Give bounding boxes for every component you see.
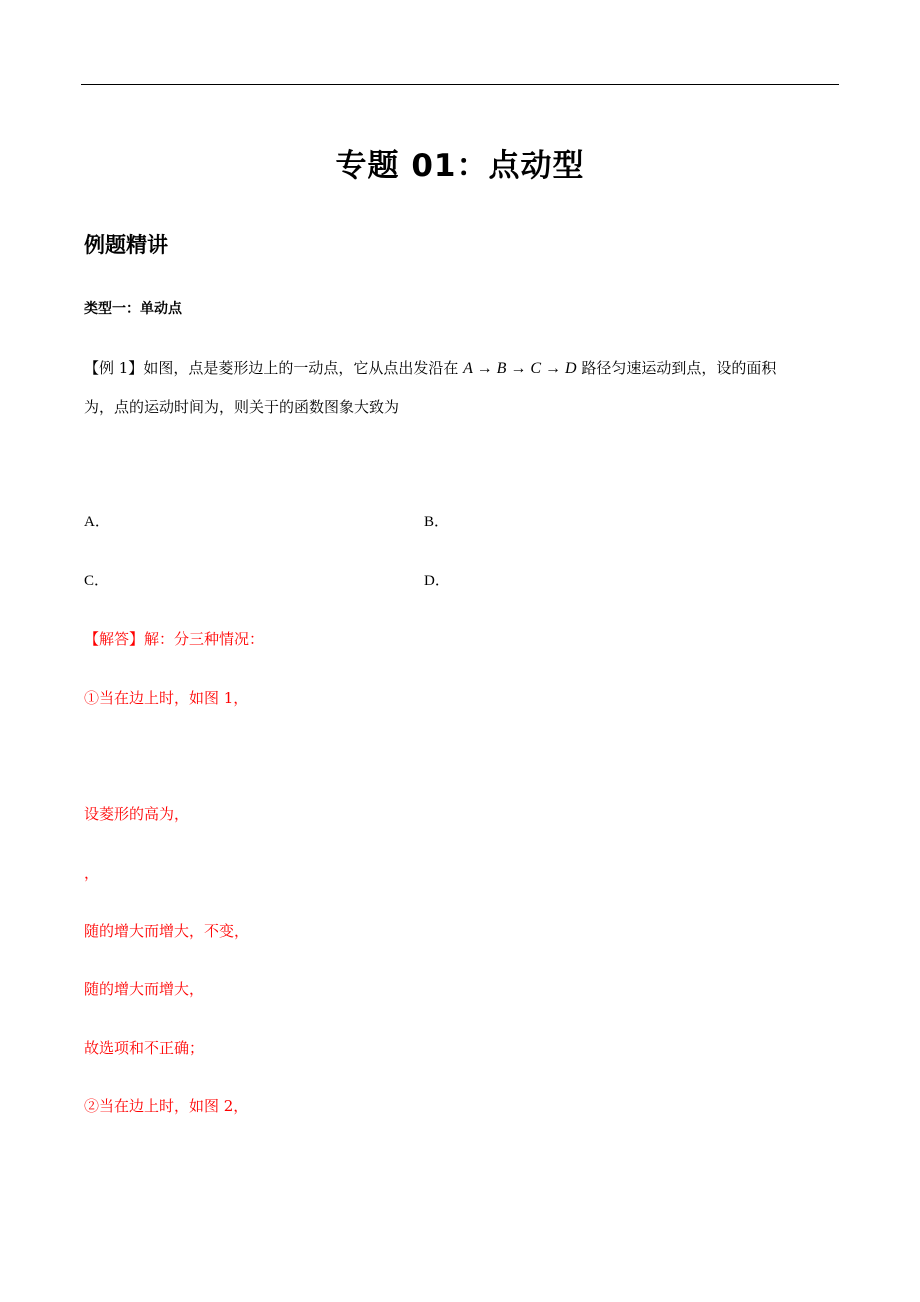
answer-intro: 解：分三种情况： xyxy=(144,630,265,648)
answer-comma: ， xyxy=(84,864,100,882)
answer-tag: 【解答】 xyxy=(84,630,145,648)
example-tag: 【例 1】 xyxy=(84,359,144,377)
example-line-2: 为，点的运动时间为，则关于的函数图象大致为 xyxy=(84,398,400,416)
section-heading: 例题精讲 xyxy=(84,233,168,257)
page-title: 专题 01：点动型 xyxy=(335,148,585,184)
sub-heading: 类型一：单动点 xyxy=(84,301,182,317)
header-rule xyxy=(81,84,839,85)
option-b: B． xyxy=(424,514,450,530)
example-text-1: 如图，点是菱形边上的一动点，它从点出发沿在 xyxy=(143,359,464,377)
example-line-1 xyxy=(84,357,776,380)
path-expression: A → B → C → D xyxy=(463,360,577,377)
answer-case-1: ①当在边上时，如图 1， xyxy=(84,689,249,707)
answer-increase-constant: 随的增大而增大，不变， xyxy=(84,922,250,940)
answer-case-2: ②当在边上时，如图 2， xyxy=(84,1097,249,1115)
answer-intro-line xyxy=(84,628,264,650)
option-a: A． xyxy=(84,514,110,530)
answer-height: 设菱形的高为， xyxy=(84,805,190,823)
option-c: C． xyxy=(84,573,110,589)
example-text-2: 路径匀速运动到点，设的面积 xyxy=(576,359,777,377)
answer-conclusion: 故选项和不正确； xyxy=(84,1039,205,1057)
option-d: D． xyxy=(424,573,450,589)
answer-increase: 随的增大而增大， xyxy=(84,980,205,998)
